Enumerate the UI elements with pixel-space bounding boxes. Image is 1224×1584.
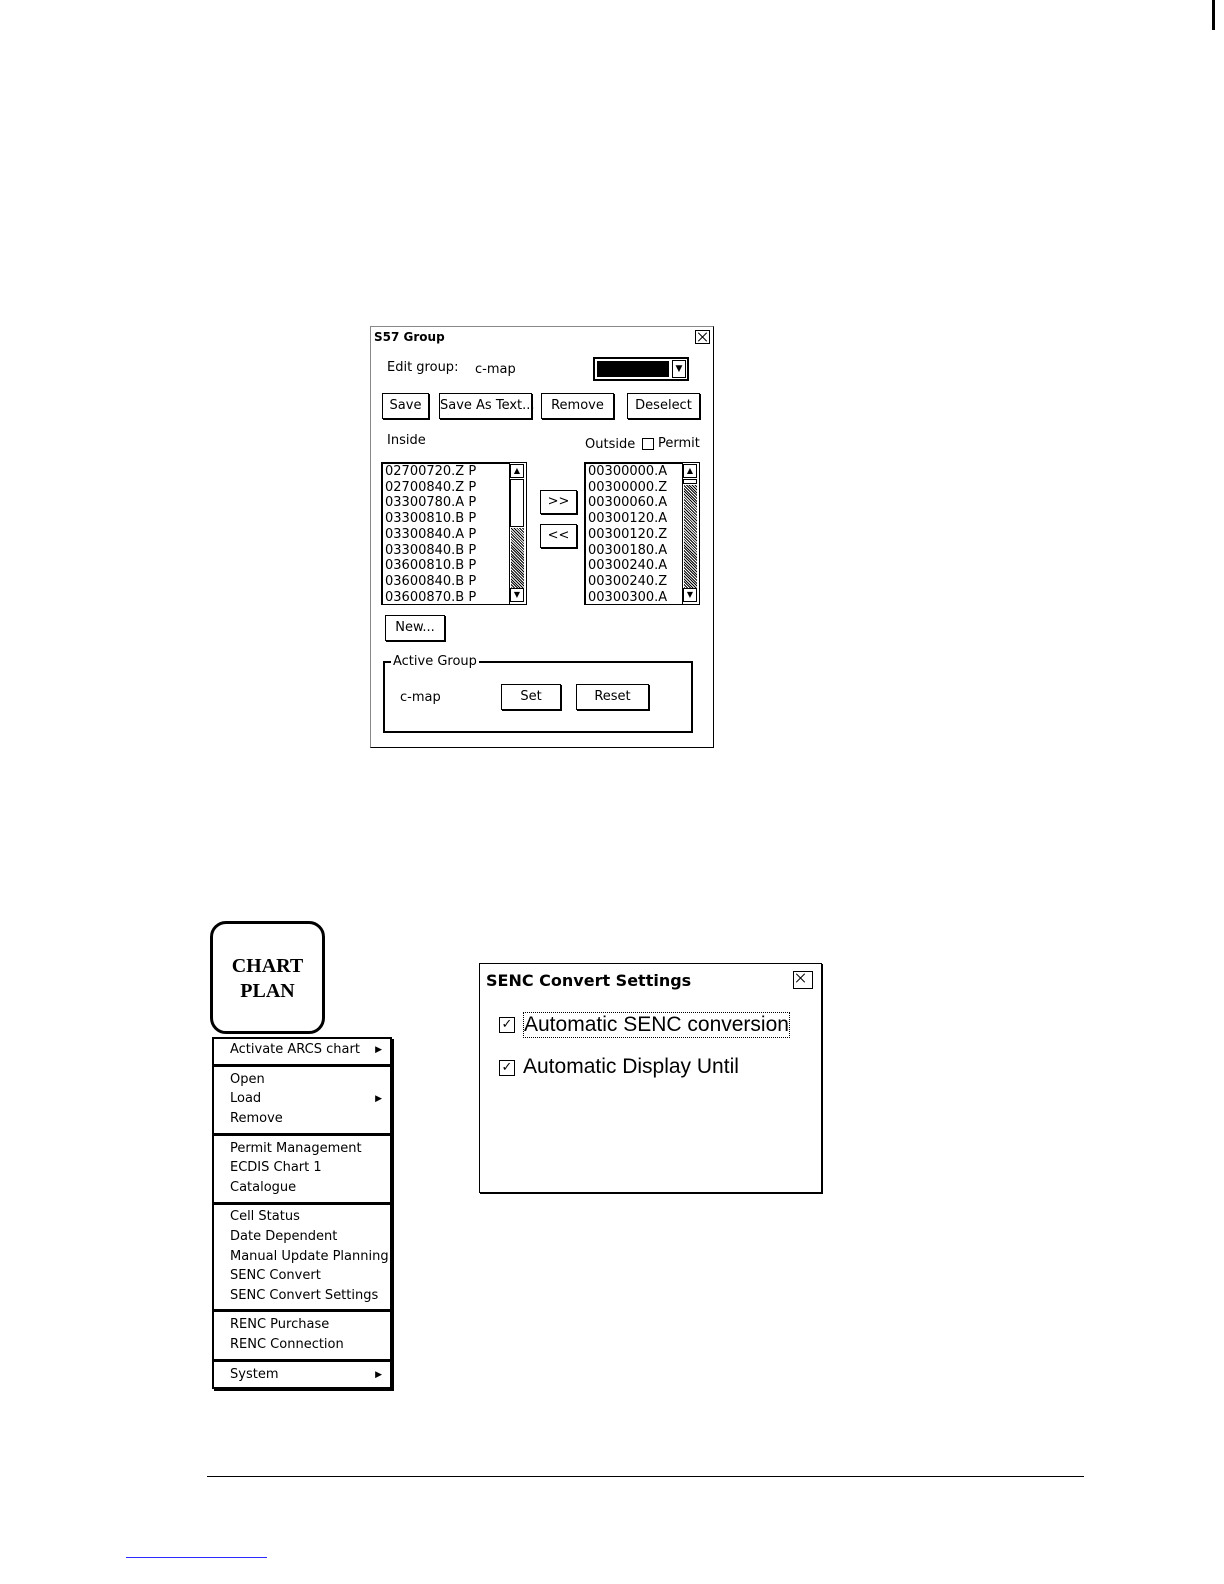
- list-item[interactable]: 00300120.A: [588, 511, 668, 527]
- outside-scrollbar[interactable]: [682, 463, 699, 604]
- list-item[interactable]: 00300240.A: [588, 558, 668, 574]
- submenu-arrow-icon: ▶: [375, 1370, 382, 1380]
- active-group-value: c-map: [400, 690, 441, 705]
- save-as-text-button[interactable]: Save As Text...: [439, 393, 532, 419]
- outside-list[interactable]: [584, 462, 700, 605]
- menu-item[interactable]: System: [230, 1367, 279, 1382]
- permit-checkbox[interactable]: [642, 438, 654, 450]
- page-edge-mark: [1212, 0, 1215, 30]
- list-item[interactable]: 00300120.Z: [588, 526, 668, 542]
- active-group-box: [383, 654, 693, 733]
- permit-label: Permit: [658, 436, 700, 451]
- list-item[interactable]: 03300840.A P: [385, 526, 477, 542]
- inside-scrollbar[interactable]: [509, 463, 526, 604]
- scroll-down-icon[interactable]: ▼: [683, 588, 697, 602]
- menu-item[interactable]: Cell Status: [230, 1209, 300, 1224]
- option-label[interactable]: Automatic Display Until: [523, 1055, 739, 1078]
- s57-group-dialog: [370, 326, 714, 748]
- submenu-arrow-icon: ▶: [375, 1094, 382, 1104]
- new-button[interactable]: New...: [385, 615, 445, 641]
- list-item[interactable]: 03600810.B P: [385, 558, 477, 574]
- menu-item[interactable]: RENC Connection: [230, 1337, 344, 1352]
- outside-label: Outside: [585, 437, 636, 452]
- menu-item[interactable]: SENC Convert: [230, 1268, 321, 1283]
- menu-item[interactable]: ECDIS Chart 1: [230, 1160, 322, 1175]
- list-item[interactable]: 03300780.A P: [385, 495, 477, 511]
- menu-separator: [214, 1064, 390, 1067]
- scroll-thumb[interactable]: [510, 479, 524, 527]
- menu-item[interactable]: SENC Convert Settings: [230, 1288, 379, 1303]
- senc-convert-settings-dialog: [479, 963, 822, 1193]
- list-item[interactable]: 02700720.Z P: [385, 464, 477, 479]
- reset-button[interactable]: Reset: [576, 684, 649, 710]
- menu-separator: [214, 1309, 390, 1312]
- scroll-thumb[interactable]: [683, 479, 697, 484]
- scroll-track[interactable]: [684, 485, 697, 588]
- edit-group-dropdown[interactable]: [593, 357, 689, 381]
- list-item[interactable]: 00300240.Z: [588, 573, 668, 589]
- menu-item[interactable]: Catalogue: [230, 1180, 297, 1195]
- chevron-down-icon[interactable]: ▼: [672, 360, 686, 378]
- dropdown-selection: [597, 361, 669, 377]
- chart-plan-key[interactable]: [210, 921, 325, 1034]
- dialog-title: S57 Group: [374, 330, 445, 344]
- deselect-button[interactable]: Deselect: [627, 393, 700, 419]
- menu-item[interactable]: Remove: [230, 1111, 283, 1126]
- list-item[interactable]: 02700840.Z P: [385, 479, 477, 495]
- menu-item[interactable]: RENC Purchase: [230, 1317, 330, 1332]
- menu-separator: [214, 1133, 390, 1136]
- save-button[interactable]: Save: [382, 393, 429, 419]
- menu-item[interactable]: Date Dependent: [230, 1229, 338, 1244]
- scroll-down-icon[interactable]: ▼: [510, 588, 524, 602]
- list-item[interactable]: 00300300.A: [588, 589, 668, 605]
- submenu-arrow-icon: ▶: [375, 1045, 382, 1055]
- key-label-line2: PLAN: [240, 980, 295, 1002]
- menu-item[interactable]: Load: [230, 1091, 262, 1106]
- list-item[interactable]: 03300810.B P: [385, 511, 477, 527]
- inside-list[interactable]: [381, 462, 527, 605]
- footer-rule: [207, 1476, 1084, 1477]
- menu-item[interactable]: Activate ARCS chart: [230, 1042, 360, 1057]
- close-icon[interactable]: [793, 971, 813, 989]
- active-group-title: Active Group: [393, 654, 477, 669]
- list-item[interactable]: 00300000.Z: [588, 479, 668, 495]
- inside-label: Inside: [387, 433, 426, 448]
- set-button[interactable]: Set: [501, 684, 561, 710]
- dialog-title: SENC Convert Settings: [486, 971, 692, 990]
- menu-item[interactable]: Open: [230, 1072, 265, 1087]
- option-label[interactable]: Automatic SENC conversion: [524, 1013, 789, 1036]
- list-item[interactable]: 03600870.B P: [385, 589, 477, 605]
- list-item[interactable]: 03300840.B P: [385, 542, 477, 558]
- scroll-up-icon[interactable]: ▲: [683, 464, 697, 478]
- menu-separator: [214, 1359, 390, 1362]
- list-item[interactable]: 00300180.A: [588, 542, 668, 558]
- scroll-track[interactable]: [511, 528, 524, 588]
- remove-button[interactable]: Remove: [541, 393, 614, 419]
- menu-separator: [214, 1202, 390, 1205]
- list-item[interactable]: 00300000.A: [588, 464, 668, 479]
- list-item[interactable]: 00300060.A: [588, 495, 668, 511]
- edit-group-label: Edit group:: [387, 360, 459, 375]
- edit-group-value: c-map: [475, 362, 516, 377]
- key-label-line1: CHART: [231, 955, 304, 977]
- top-rule: [0, 0, 1224, 2]
- chart-plan-menu: [212, 1037, 392, 1389]
- option-checkbox[interactable]: ✓: [499, 1017, 515, 1033]
- menu-item[interactable]: Manual Update Planning: [230, 1249, 389, 1264]
- list-item[interactable]: 03600840.B P: [385, 573, 477, 589]
- move-left-button[interactable]: <<: [540, 524, 577, 548]
- move-right-button[interactable]: >>: [540, 490, 577, 514]
- menu-item[interactable]: Permit Management: [230, 1141, 362, 1156]
- footer-link-underline[interactable]: [126, 1557, 267, 1558]
- option-checkbox[interactable]: ✓: [499, 1060, 515, 1076]
- close-icon[interactable]: [695, 330, 710, 344]
- scroll-up-icon[interactable]: ▲: [510, 464, 524, 478]
